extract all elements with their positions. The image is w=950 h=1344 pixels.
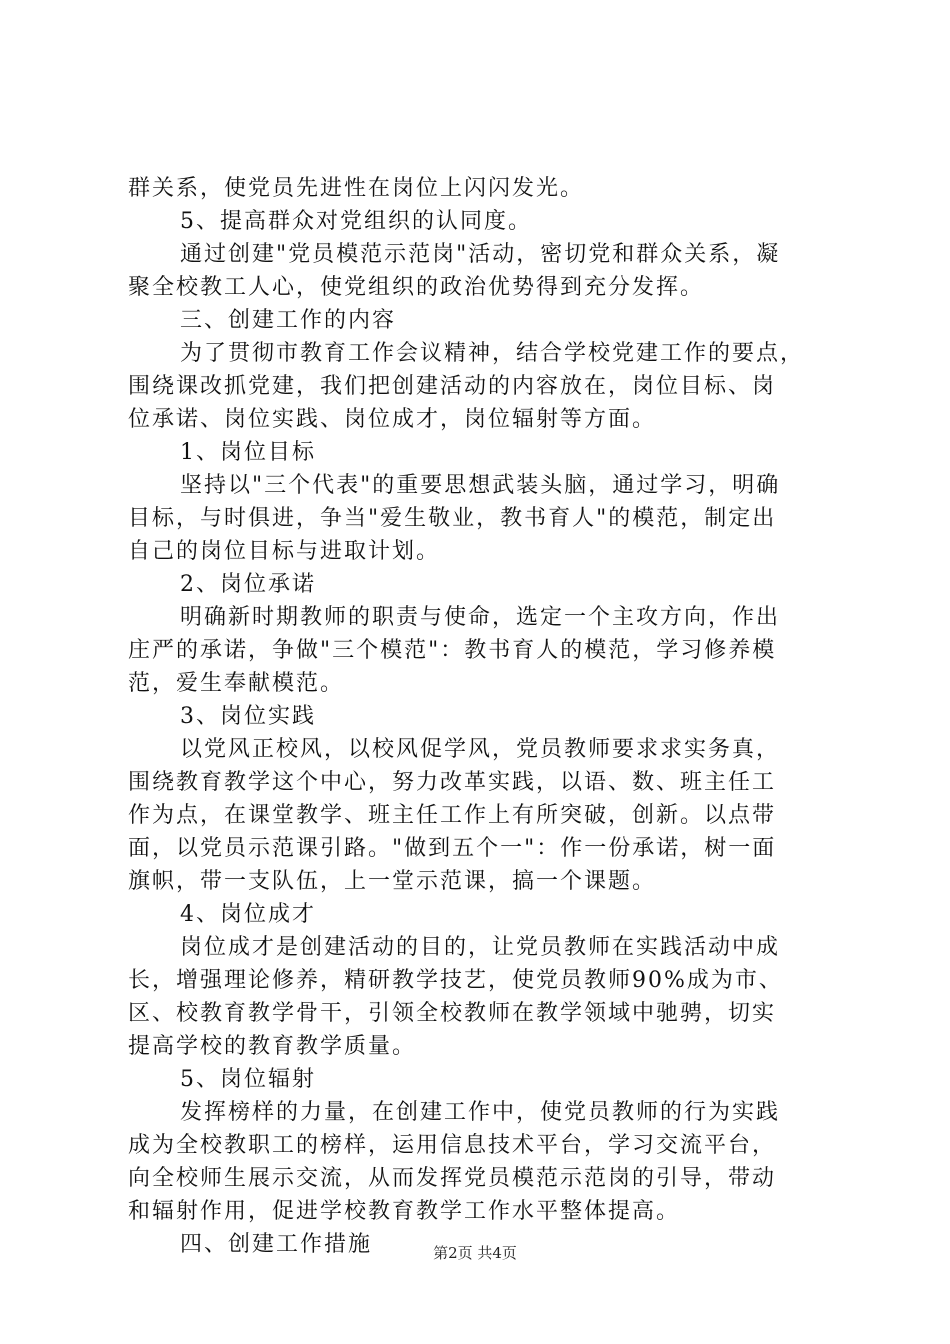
text-line: 2、岗位承诺 — [180, 572, 316, 597]
text-line: 提高学校的教育教学质量。 — [128, 1034, 417, 1059]
text-line: 围绕课改抓党建，我们把创建活动的内容放在，岗位目标、岗 — [128, 374, 777, 399]
text-line: 5、提高群众对党组织的认同度。 — [180, 209, 532, 234]
text-line: 庄严的承诺，争做"三个模范"：教书育人的模范，学习修养模 — [128, 638, 777, 663]
text-line: 以党风正校风，以校风促学风，党员教师要求求实务真， — [180, 737, 781, 762]
text-line: 为了贯彻市教育工作会议精神，结合学校党建工作的要点， — [180, 341, 805, 366]
text-line: 目标，与时俱进，争当"爱生敬业，教书育人"的模范，制定出 — [128, 506, 777, 531]
text-line: 区、校教育教学骨干，引领全校教师在教学领域中驰骋，切实 — [128, 1001, 777, 1026]
text-line: 和辐射作用，促进学校教育教学工作水平整体提高。 — [128, 1199, 681, 1224]
text-line: 坚持以"三个代表"的重要思想武装头脑，通过学习，明确 — [180, 473, 781, 498]
text-line: 围绕教育教学这个中心，努力改革实践，以语、数、班主任工 — [128, 770, 777, 795]
page-footer: 第2页 共4页 — [433, 1244, 517, 1262]
text-line: 明确新时期教师的职责与使命，选定一个主攻方向，作出 — [180, 605, 781, 630]
text-line: 成为全校教职工的榜样，运用信息技术平台，学习交流平台， — [128, 1133, 777, 1158]
text-line: 1、岗位目标 — [180, 440, 316, 465]
text-line: 旗帜，带一支队伍，上一堂示范课，搞一个课题。 — [128, 869, 657, 894]
text-line: 四、创建工作措施 — [180, 1232, 373, 1257]
text-line: 向全校师生展示交流，从而发挥党员模范示范岗的引导，带动 — [128, 1166, 777, 1191]
text-line: 3、岗位实践 — [180, 704, 316, 729]
document-body — [128, 172, 838, 1261]
text-line: 发挥榜样的力量，在创建工作中，使党员教师的行为实践 — [180, 1100, 781, 1125]
text-line: 长，增强理论修养，精研教学技艺，使党员教师90%成为市、 — [128, 968, 783, 993]
text-line: 作为点，在课堂教学、班主任工作上有所突破，创新。以点带 — [128, 803, 777, 828]
text-line: 三、创建工作的内容 — [180, 308, 397, 333]
text-line: 聚全校教工人心，使党组织的政治优势得到充分发挥。 — [128, 275, 705, 300]
text-line: 通过创建"党员模范示范岗"活动，密切党和群众关系，凝 — [180, 242, 781, 267]
text-line: 自己的岗位目标与进取计划。 — [128, 539, 441, 564]
text-line: 4、岗位成才 — [180, 902, 316, 927]
text-line: 5、岗位辐射 — [180, 1067, 316, 1092]
text-line: 群关系，使党员先进性在岗位上闪闪发光。 — [128, 176, 585, 201]
text-line: 位承诺、岗位实践、岗位成才，岗位辐射等方面。 — [128, 407, 657, 432]
text-line: 岗位成才是创建活动的目的，让党员教师在实践活动中成 — [180, 935, 781, 960]
text-line: 范，爱生奉献模范。 — [128, 671, 345, 696]
text-line: 面，以党员示范课引路。"做到五个一"：作一份承诺，树一面 — [128, 836, 777, 861]
